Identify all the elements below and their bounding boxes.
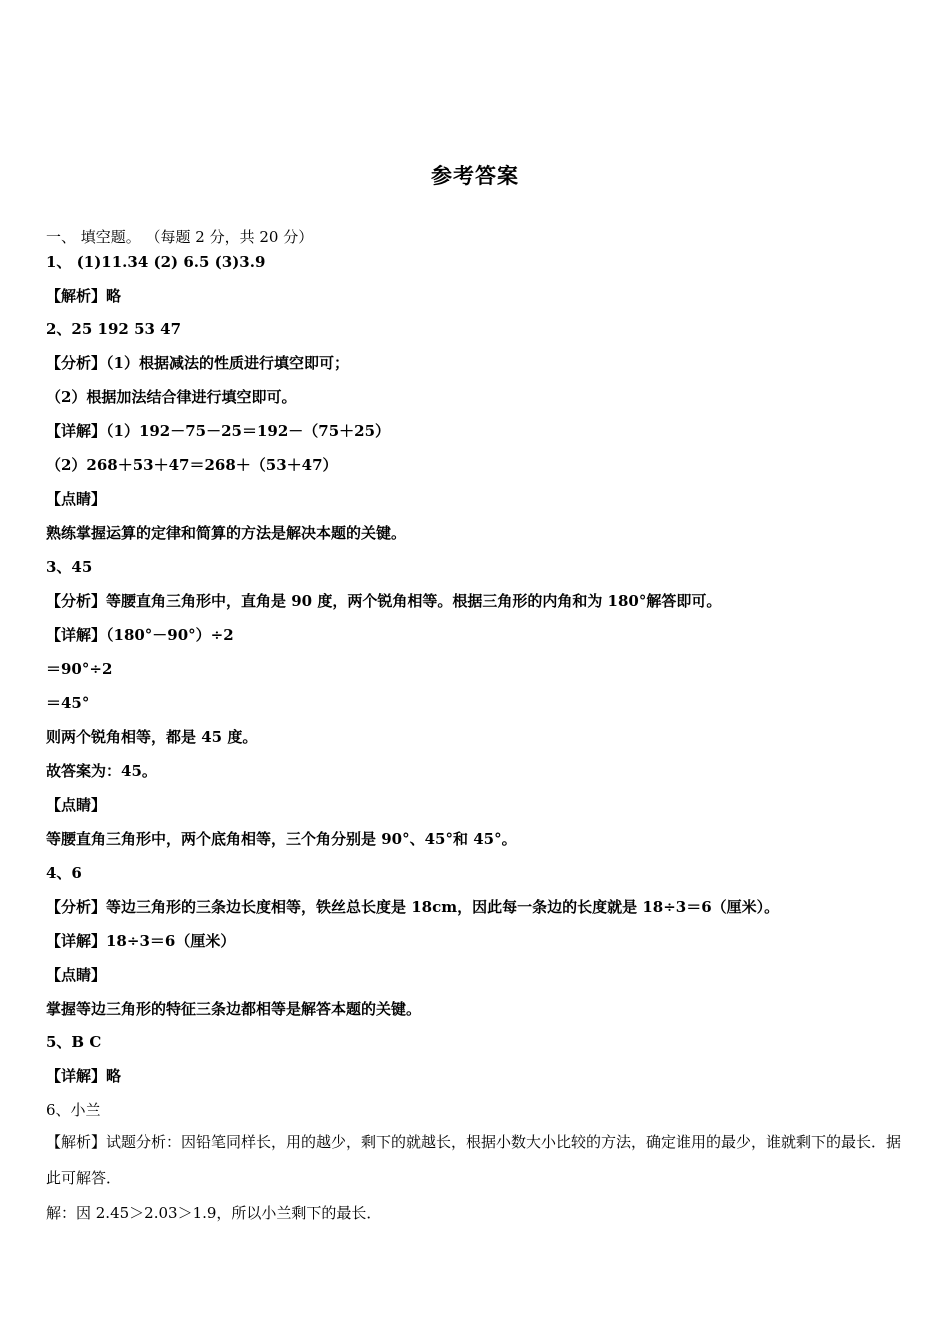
comment-heading: 【点睛】 bbox=[46, 490, 107, 508]
answer-line: 5、B C bbox=[46, 1033, 102, 1051]
comment-line: 掌握等边三角形的特征三条边都相等是解答本题的关键。 bbox=[46, 1000, 422, 1018]
answer-line: 3、45 bbox=[46, 558, 93, 576]
detail-line: ＝90°÷2 bbox=[46, 660, 113, 678]
detail-line: 故答案为：45。 bbox=[46, 762, 157, 780]
detail-line: 【详解】（180°－90°）÷2 bbox=[46, 626, 234, 644]
answer-line: 1、 (1)11.34 (2) 6.5 (3)3.9 bbox=[46, 253, 266, 271]
detail-line: ＝45° bbox=[46, 694, 90, 712]
analysis-line: 【分析】等腰直角三角形中，直角是 90 度，两个锐角相等。根据三角形的内角和为 180°解答即可。 bbox=[46, 592, 722, 610]
analysis-line: （2）根据加法结合律进行填空即可。 bbox=[46, 388, 297, 406]
detail-line: 【详解】（1）192－75－25＝192－（75＋25） bbox=[46, 422, 391, 440]
comment-line: 熟练掌握运算的定律和简算的方法是解决本题的关键。 bbox=[46, 524, 407, 542]
section-heading: 一、 填空题。 （每题 2 分，共 20 分） bbox=[46, 228, 314, 246]
solution-line: 解：因 2.45＞2.03＞1.9，所以小兰剩下的最长． bbox=[46, 1204, 382, 1222]
detail-line: 【详解】略 bbox=[46, 1067, 122, 1085]
page-title: 参考答案 bbox=[431, 163, 519, 188]
comment-line: 等腰直角三角形中，两个底角相等，三个角分别是 90°、45°和 45°。 bbox=[46, 830, 517, 848]
explanation-paragraph: 【解析】试题分析：因铅笔同样长，用的越少，剩下的就越长，根据小数大小比较的方法，确定谁用的最少，谁就剩下的最长．据此可解答． bbox=[46, 1133, 902, 1187]
detail-line: （2）268＋53＋47＝268＋（53＋47） bbox=[46, 456, 338, 474]
comment-heading: 【点睛】 bbox=[46, 966, 107, 984]
detail-line: 【详解】18÷3＝6（厘米） bbox=[46, 932, 236, 950]
analysis-line: 【分析】（1）根据减法的性质进行填空即可； bbox=[46, 354, 349, 372]
detail-line: 则两个锐角相等，都是 45 度。 bbox=[46, 728, 258, 746]
answer-line: 6、小兰 bbox=[46, 1101, 101, 1119]
analysis-line: 【分析】等边三角形的三条边长度相等，铁丝总长度是 18cm，因此每一条边的长度就是 18÷3＝6（厘米）。 bbox=[46, 898, 780, 916]
answer-line: 2、25 192 53 47 bbox=[46, 320, 182, 338]
explanation-line: 【解析】略 bbox=[46, 287, 122, 305]
comment-heading: 【点睛】 bbox=[46, 796, 107, 814]
answer-line: 4、6 bbox=[46, 864, 82, 882]
